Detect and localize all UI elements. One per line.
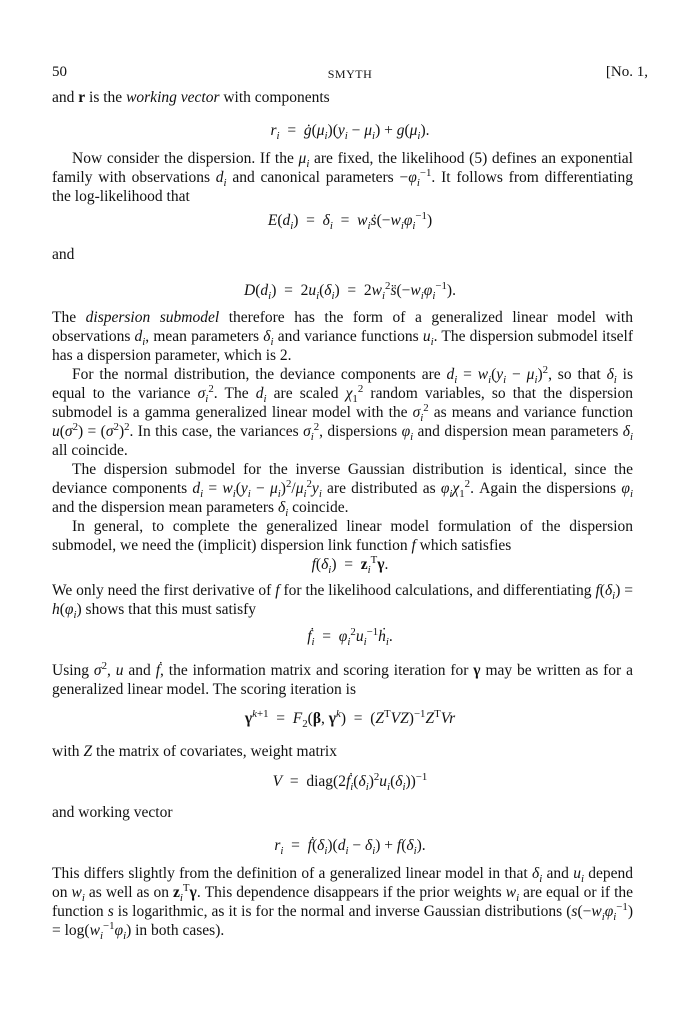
intro-line: and r is the working vector with components [52, 89, 330, 106]
covariates-line: with Z the matrix of covariates, weight matrix [52, 743, 337, 760]
paragraph-derivative: We only need the first derivative of f for the likelihood calculations, and differentiating $f(\delta_i) = h(\varphi_i)$ shows that this must satisfy [52, 582, 634, 622]
paragraph-link-function: In general, to complete the generalized linear model formulation of the dispersion submodel, we need the (implicit) dispersion link function f which satisfies [52, 518, 633, 554]
equation-deviance: $D(d_i) = 2u_i(\delta_i)$ = $2w_i^2s̈(-w_i\varphi_i^{-1})$. [244, 279, 456, 303]
working-vector-label: and working vector [52, 804, 173, 821]
equation-link: $f(\delta_i) = z_i^T\gamma$. [311, 553, 389, 577]
issue-number: [No. 1, [605, 64, 648, 80]
equation-derivative: ḟ$_i$ = $\varphi_i^2u_i^{-1}ḣ_i$. [307, 625, 393, 649]
page-number: 50 [52, 64, 67, 80]
equation-expectation: $E(d_i) = \delta_i$ = $w_iṡ(-w_i\varphi_i^{-1})$ [267, 209, 433, 233]
paragraph-differs: This differs slightly from the definition of a generalized linear model in that $\delta_i$ and $u_i$ depend on $w_i$ as well as on $z_i^T\gamma$. This dependence disappears if the prior weights $w_i$ are equal or if the function s is logarithmic, as it is for the normal and inverse Gaussian distributions ($s(-w_i\varphi_i^{-1}) = \log(w_i^{-1}\varphi_i)$ in both cases). [52, 865, 634, 943]
paragraph-scoring: Using $\sigma^2$, u and ḟ, the information matrix and scoring iteration for γ may be written as for a generalized linear model. The scoring iteration is [52, 659, 633, 698]
paragraph-inverse-gaussian: The dispersion submodel for the inverse Gaussian distribution is identical, since the deviance components $d_i = w_i(y_i - \mu_i)^2/\mu_i^2y_i$ are distributed as $\varphi_i\chi_1^2$. Again the dispersions $\varphi_i$ and the dispersion mean parameters $\delta_i$ coincide. [52, 461, 633, 520]
equation-working-vector: $r_i$ = $ġ(\mu_i)(y_i - \mu_i) + g(\mu_i)$. [270, 122, 430, 143]
paragraph-dispersion: Now consider the dispersion. If the $\mu_i$ are fixed, the likelihood (5) defines an exponential family with observations $d_i$ and canonical parameters $-\varphi_i^{-1}$. It follows from differentiating the log-likelihood that [52, 150, 633, 205]
equation-weight: $V = diag(2ḟ_i(\delta_i)^2u_i(\delta_i))^{-1}$ [272, 770, 428, 794]
equation-dispersion-working: $r_i$ = $ḟ(\delta_i)(d_i - \delta_i) + f(\delta_i)$. [274, 837, 426, 858]
paragraph-normal: For the normal distribution, the deviance components are $d_i = w_i(y_i - \mu_i)^2$, so that $\delta_i$ is equal to the variance $\sigma_i^2$. The $d_i$ are scaled $\chi_1^2$ random variables, so that the dispersion submodel is a gamma generalized linear model with the $\sigma_i^2$ as means and variance function $u(\sigma^2) = (\sigma^2)^2$. In this case, the variances $\sigma_i^2$, dispersions $\varphi_i$ and dispersion mean parameters $\delta_i$ all coincide. [52, 363, 634, 459]
paragraph-submodel: The dispersion submodel therefore has the form of a generalized linear model with observations $d_i$, mean parameters $\delta_i$ and variance functions $u_i$. The dispersion submodel itself has a dispersion parameter, which is 2. [52, 309, 633, 364]
equation-scoring: $\gamma^{k+1} = F_2(\beta$, $\gamma^k) = (Z^TVZ)^{-1}Z^TVr$ [244, 707, 456, 731]
and-label: and [52, 246, 75, 263]
running-head-author: SMYTH [327, 67, 373, 81]
